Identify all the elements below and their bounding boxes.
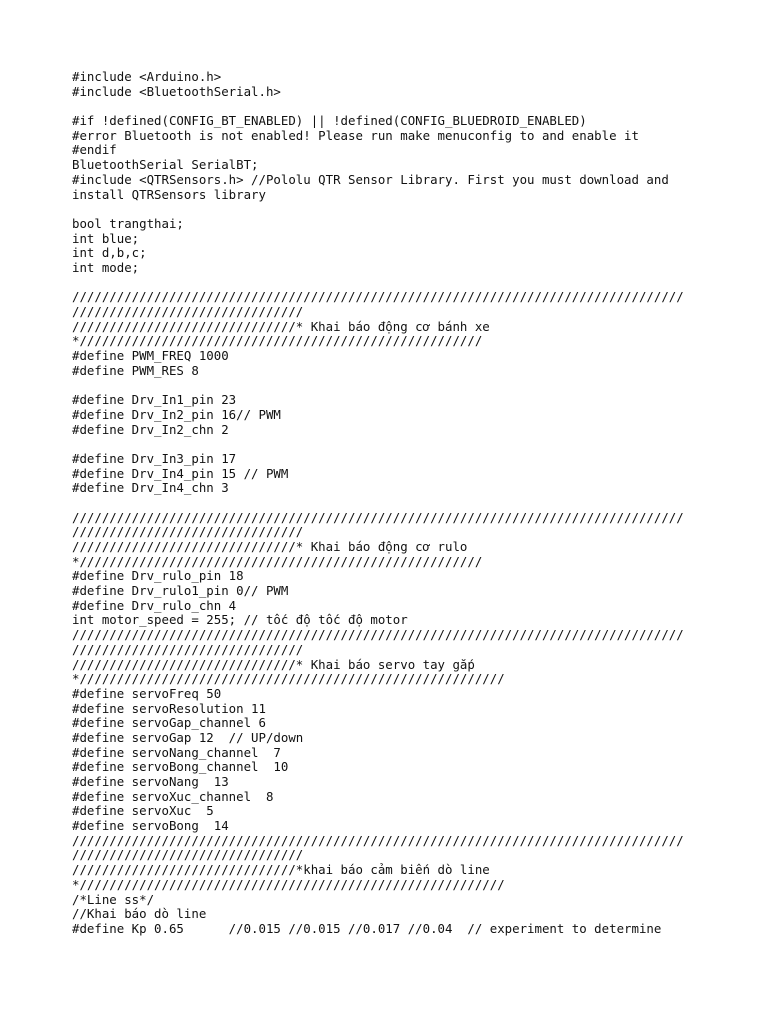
code-line: #define Drv_rulo_pin 18 — [72, 568, 244, 584]
code-line: BluetoothSerial SerialBT; — [72, 157, 259, 173]
code-line: /////////////////////////////// — [72, 304, 304, 319]
code-line: #define servoBong_channel 10 — [72, 759, 289, 775]
code-line: //////////////////////////////* Khai báo servo tay gắp — [72, 656, 475, 672]
code-line: #define servoXuc_channel 8 — [72, 788, 274, 804]
code-line: #define servoXuc 5 — [72, 803, 214, 819]
code-line: ////////////////////////////////////////////////////////////////////////////////// — [72, 509, 684, 525]
code-document — [72, 70, 752, 937]
code-line — [72, 276, 752, 291]
code-line: *///////////////////////////////////////////////////////// — [72, 876, 505, 892]
code-line: install QTRSensors library — [72, 186, 266, 202]
code-line: /////////////////////////////// — [72, 641, 304, 657]
code-line: /////////////////////////////// — [72, 524, 304, 540]
code-line: int motor_speed = 255; // tốc độ tốc độ motor — [72, 612, 408, 628]
code-line: #define Drv_rulo_chn 4 — [72, 597, 237, 613]
code-line: #include <QTRSensors.h> //Pololu QTR Sensor Library. First you must download and — [72, 171, 669, 187]
code-line: #define Kp 0.65 //0.015 //0.015 //0.017 //0.04 // experiment to determine — [72, 920, 662, 936]
code-line — [72, 496, 752, 511]
code-line: #include <BluetoothSerial.h> — [72, 83, 281, 99]
code-line — [72, 437, 752, 452]
code-line: #define Drv_In4_chn 3 — [72, 480, 229, 496]
code-line: int blue; — [72, 230, 140, 246]
code-line: #define Drv_In2_pin 16// PWM — [72, 406, 281, 422]
code-line: #define Drv_In2_chn 2 — [72, 421, 229, 437]
code-line: ////////////////////////////////////////////////////////////////////////////////// — [72, 832, 684, 848]
code-line: #define servoNang_channel 7 — [72, 744, 281, 760]
code-line: #define servoFreq 50 — [72, 685, 222, 701]
code-line: #endif — [72, 142, 117, 158]
code-line: #define PWM_RES 8 — [72, 362, 199, 378]
code-line: #define Drv_rulo1_pin 0// PWM — [72, 583, 289, 599]
code-line: #define servoGap 12 // UP/down — [72, 729, 304, 745]
code-line — [72, 378, 752, 393]
code-line: #define servoGap_channel 6 — [72, 715, 266, 731]
code-line: //////////////////////////////* Khai báo động cơ bánh xe — [72, 318, 490, 334]
code-line: #error Bluetooth is not enabled! Please run make menuconfig to and enable it — [72, 127, 639, 143]
code-line: ////////////////////////////////////////////////////////////////////////////////// — [72, 627, 684, 643]
code-line: #include <Arduino.h> — [72, 69, 222, 84]
code-line: #define Drv_In3_pin 17 — [72, 450, 237, 466]
code-line: *////////////////////////////////////////////////////// — [72, 553, 483, 569]
code-line — [72, 202, 752, 217]
code-line: /////////////////////////////// — [72, 847, 304, 863]
code-line: /*Line ss*/ — [72, 891, 155, 907]
code-line: #define servoNang 13 — [72, 774, 229, 789]
code-line: //Khai báo dò line — [72, 906, 207, 922]
code-line — [72, 99, 752, 114]
code-line: ////////////////////////////////////////////////////////////////////////////////// — [72, 289, 684, 305]
code-line: #define servoBong 14 — [72, 818, 229, 834]
code-line: #define Drv_In4_pin 15 // PWM — [72, 465, 289, 481]
code-line: #define Drv_In1_pin 23 — [72, 392, 237, 408]
code-line: #define servoResolution 11 — [72, 700, 266, 716]
code-line: int d,b,c; — [72, 245, 147, 261]
code-line: #define PWM_FREQ 1000 — [72, 348, 229, 364]
code-line: int mode; — [72, 259, 140, 275]
code-line: *////////////////////////////////////////////////////// — [72, 333, 483, 349]
code-line: //////////////////////////////* Khai báo động cơ rulo — [72, 539, 468, 554]
code-line: bool trangthai; — [72, 215, 184, 231]
code-line: #if !defined(CONFIG_BT_ENABLED) || !defined(CONFIG_BLUEDROID_ENABLED) — [72, 113, 587, 129]
code-line: *///////////////////////////////////////////////////////// — [72, 671, 505, 687]
code-line: //////////////////////////////*khai báo cảm biến dò line — [72, 862, 490, 878]
